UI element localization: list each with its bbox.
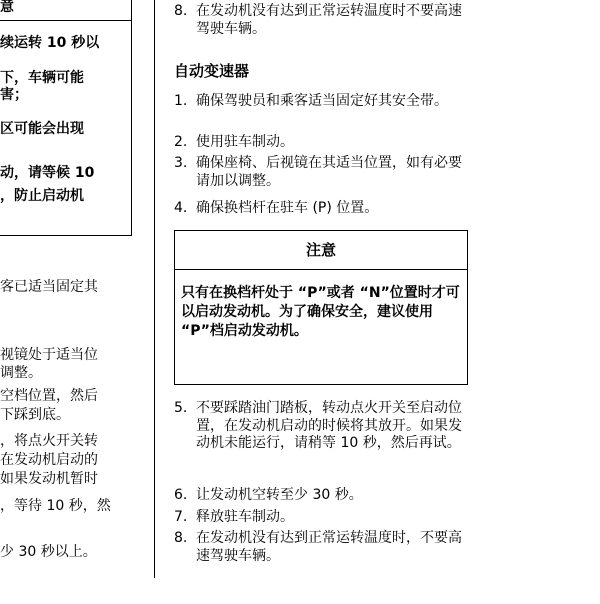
item-text: 在发动机没有达到正常运转温度时，不要高速驾驶车辆。: [196, 530, 462, 564]
column-divider: [154, 0, 155, 578]
warning-line: 区可能会出现: [0, 121, 84, 137]
item-number: 8.: [174, 3, 188, 19]
warning-box-divider: [0, 20, 131, 21]
body-line: ，等待 10 秒，然: [0, 498, 111, 514]
item-text: 确保驾驶员和乘客适当固定好其安全带。: [196, 93, 448, 109]
body-line: 少 30 秒以上。: [0, 544, 97, 560]
body-line: 下踩到底。: [0, 407, 70, 423]
list-item: [174, 3, 474, 38]
warning-title-fragment: 意: [0, 0, 14, 15]
warning-line: 动，请等候 10: [0, 165, 95, 181]
list-item: [174, 134, 474, 152]
list-item: [174, 530, 474, 565]
body-line: 客已适当固定其: [0, 279, 98, 295]
list-item: [174, 93, 474, 111]
item-number: 3.: [174, 155, 188, 171]
item-text: 使用驻车制动。: [196, 134, 294, 150]
list-item: [174, 400, 474, 453]
body-line: 视镜处于适当位: [0, 347, 98, 363]
list-item: [174, 200, 474, 218]
item-number: 5.: [174, 400, 188, 416]
body-line: 空档位置，然后: [0, 388, 98, 404]
item-text: 让发动机空转至少 30 秒。: [196, 487, 363, 503]
warning-line: 下，车辆可能: [0, 70, 84, 86]
body-line: 如果发动机暂时: [0, 471, 98, 487]
body-line: ，将点火开关转: [0, 433, 98, 449]
warning-line: ，防止启动机: [0, 188, 84, 204]
section-title: 自动变速器: [174, 62, 250, 80]
item-number: 7.: [174, 509, 188, 525]
caution-box: [174, 230, 468, 385]
item-number: 8.: [174, 530, 188, 546]
caution-title: 注意: [175, 231, 467, 270]
item-text: 释放驻车制动。: [196, 509, 294, 525]
item-text: 在发动机没有达到正常运转温度时不要高速驾驶车辆。: [196, 3, 462, 37]
list-item: [174, 509, 474, 527]
list-item: [174, 155, 474, 190]
left-column: [0, 0, 140, 604]
warning-line: 续运转 10 秒以: [0, 35, 100, 51]
list-item: [174, 487, 474, 505]
item-text: 确保换档杆在驻车 (P) 位置。: [196, 200, 379, 216]
item-text: 不要踩踏油门踏板，转动点火开关至启动位置，在发动机启动的时候将其放开。如果发动机未能运行，请稍等 10 秒，然后再试。: [196, 400, 462, 451]
body-line: 在发动机启动的: [0, 452, 98, 468]
item-number: 1.: [174, 93, 188, 109]
item-text: 确保座椅、后视镜在其适当位置，如有必要请加以调整。: [196, 155, 462, 189]
item-number: 4.: [174, 200, 188, 216]
item-number: 6.: [174, 487, 188, 503]
item-number: 2.: [174, 134, 188, 150]
caution-text: 只有在换档杆处于 “P”或者 “N”位置时才可以启动发动机。为了确保安全，建议使用 “P”档启动发动机。: [181, 285, 460, 339]
warning-line: 害；: [0, 87, 28, 103]
body-line: 调整。: [0, 365, 42, 381]
